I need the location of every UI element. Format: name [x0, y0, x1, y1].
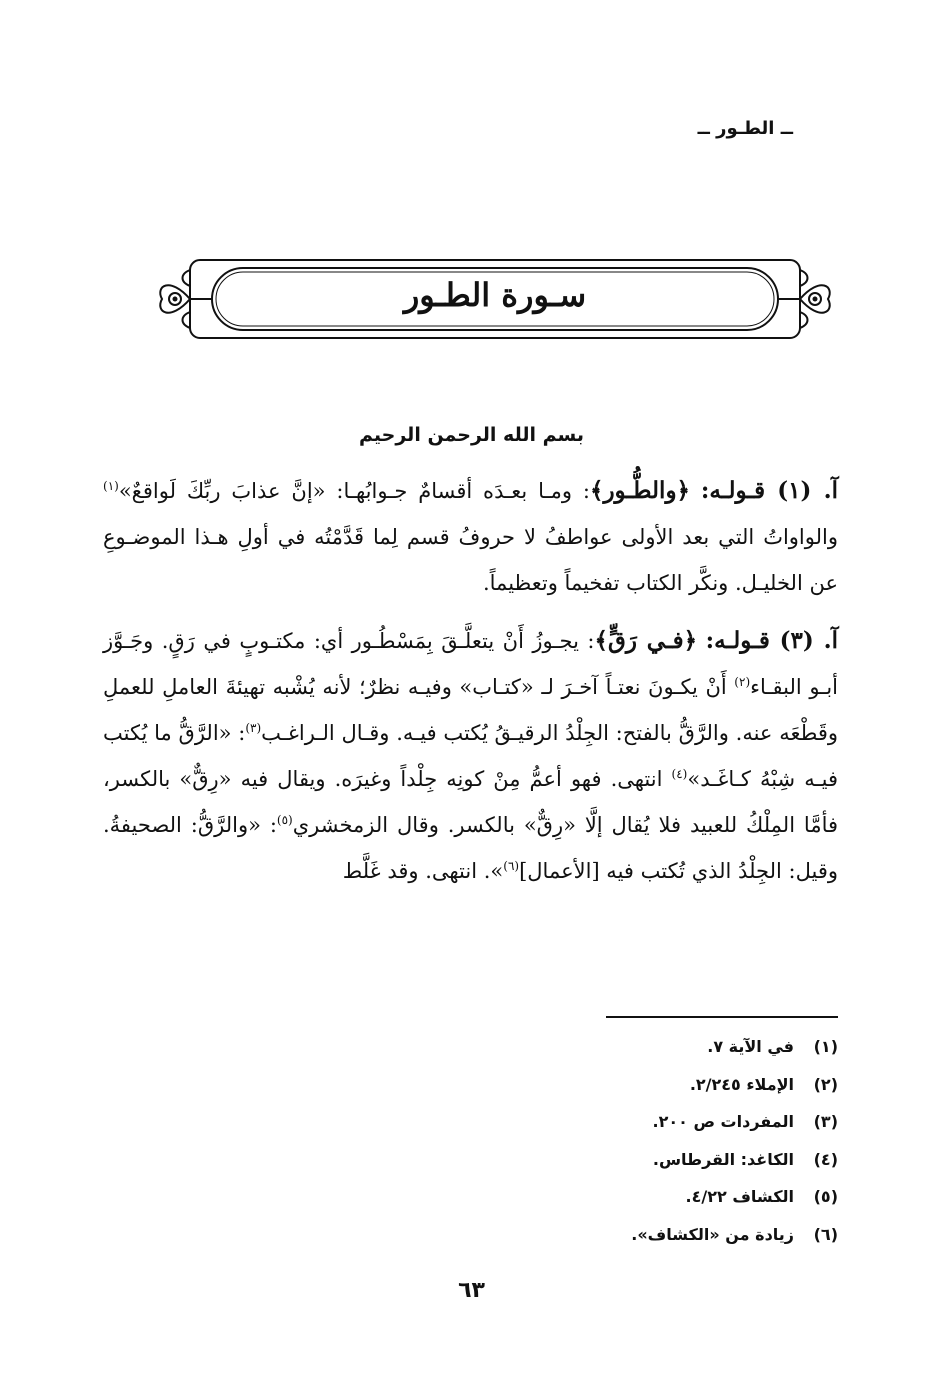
commentary-paragraph-2: [103, 618, 838, 894]
footnote-text: الكاغد: القرطاس.: [652, 1149, 794, 1169]
footnote-marker[interactable]: (٥): [276, 813, 293, 827]
footnote-number: (٦): [813, 1224, 838, 1244]
footnote-item: [438, 1103, 838, 1141]
text-segment: ». انتهى. وقد غَلَّط: [342, 859, 504, 883]
footnote-item: [438, 1028, 838, 1066]
footnote-marker[interactable]: (٢): [734, 675, 751, 689]
footnotes-list: [438, 1028, 838, 1253]
footnote-text: في الآية ٧.: [707, 1037, 794, 1056]
footnote-number: (٢): [813, 1074, 838, 1094]
text-segment: انتهى. فهو أعمُّ مِنْ كونِه جِلْداً وغيرَه. ويقال فيه «رِقٌّ» بالكسر، فأمَّا المِلْكُ للعبيد فلا يُقال إلَّا «رِقٌّ» بالكسر. وقال الزمخشري: [103, 767, 839, 837]
quran-quote: ﴿والطُّـور﴾: [589, 477, 691, 504]
footnote-number: (٤): [813, 1149, 838, 1169]
footnote-item: [438, 1178, 838, 1216]
footnote-item: [438, 1141, 838, 1179]
footnote-text: المفردات ص ٢٠٠.: [652, 1112, 794, 1131]
footnote-marker[interactable]: (٤): [671, 767, 688, 781]
basmala: بسم الله الرحمن الرحيم: [359, 424, 584, 446]
footnote-item: [438, 1066, 838, 1104]
footnote-item: [438, 1216, 838, 1254]
footnote-text: الإملاء ٢/٢٤٥.: [689, 1074, 794, 1094]
text-segment: : «والرَّقُّ: الصحيفةُ. وقيل: الجِلْدُ الذي تُكتب فيه [الأعمال]: [103, 813, 838, 883]
commentary-paragraph-1: [103, 468, 838, 606]
footnote-number: (١): [813, 1037, 838, 1056]
footnote-number: (٣): [813, 1112, 838, 1131]
verse-reference: آ. (١) قـولـه:: [700, 477, 839, 504]
footnote-marker[interactable]: (٦): [503, 859, 520, 873]
surah-title-frame: [150, 256, 840, 342]
verse-reference: آ. (٣) قـولـه:: [705, 627, 838, 654]
page-number: ٦٣: [458, 1278, 485, 1303]
text-segment: والواواتُ التي بعد الأولى عواطفُ لا حروفُ قسم لِما قَدَّمْتُه في أولِ هـذا الموضـوعِ عن الخليـل. ونكَّر الكتاب تفخيماً وتعظيماً.: [103, 525, 838, 595]
running-header: ــ الطـور ــ: [697, 118, 793, 139]
surah-title: سـورة الطـور: [403, 276, 587, 314]
text-segment: : ومـا بعـدَه أقسامٌ جـوابُهـا: «إنَّ عذابَ ربِّكَ لَواقعٌ»: [118, 479, 590, 503]
footnote-marker[interactable]: (٣): [245, 721, 262, 735]
footnote-text: الكشاف ٤/٢٢.: [685, 1187, 794, 1206]
quran-quote: ﴿فـي رَقٍّ﴾: [594, 627, 698, 654]
commentary-body: [103, 468, 838, 906]
text-segment: : يجـوزُ أَنْ يتعلَّـقَ بِمَسْطُـور أي: مكتـوبٍ في رَقٍ. وجَـوَّز أبـو البقـاء: [103, 629, 838, 699]
text-segment: : «الرَّقُّ ما يُكتب فيـه شِبْهُ كـاغَـد»: [103, 721, 838, 791]
footnote-text: زيادة من «الكشاف».: [631, 1224, 794, 1244]
footnote-number: (٥): [813, 1187, 838, 1206]
footnote-marker[interactable]: (١): [103, 479, 119, 493]
text-segment: أَنْ يكـونَ نعتـاً آخـرَ لـ «كتـاب» وفيـه نظرٌ؛ لأنه يُشْبه تهيئةَ العاملِ للعملِ وقَطْعَه عنه. والرَّقُّ بالفتح: الجِلْدُ الرقيـقُ يُكتب فيـه. وقـال الـراغـب: [103, 675, 838, 745]
footnote-divider: [606, 1016, 838, 1018]
